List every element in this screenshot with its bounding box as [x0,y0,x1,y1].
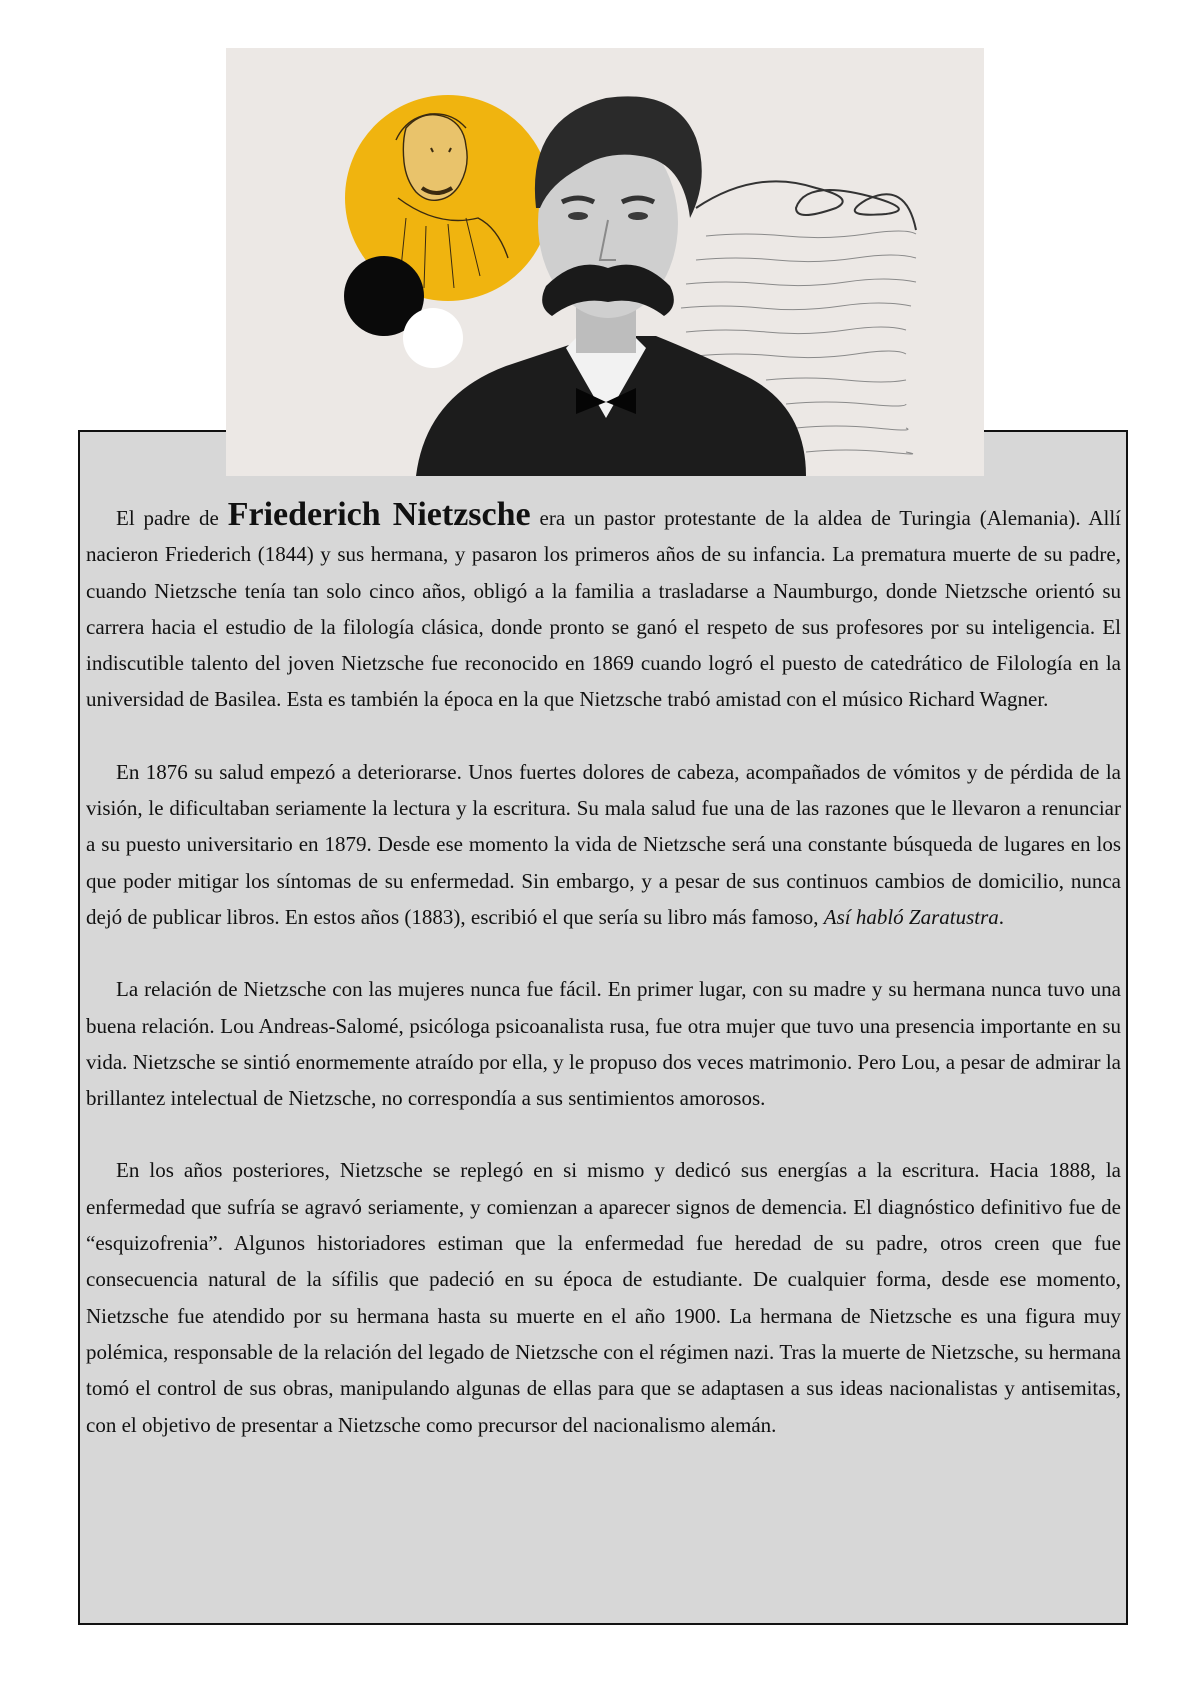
white-circle [403,308,463,368]
header-collage [226,48,984,476]
signature-scribble [696,181,916,230]
paragraph-4: En los años posteriores, Nietzsche se replegó en si mismo y dedicó sus energías a la escritura. Hacia 1888, la enfermedad que sufría se agravó seriamente, y comienzan a aparecer signos de demencia. El diagnóstico definitivo fue de “esquizofrenia”. Algunos historiadores estiman que la enfermedad fue heredad de su padre, otros creen que fue consecuencia natural de la sífilis que padeció en su época de estudiante. De cualquier forma, desde ese momento, Nietzsche fue atendido por su hermana hasta su muerte en el año 1900. La hermana de Nietzsche es una figura muy polémica, responsable de la relación del legado de Nietzsche con el régimen nazi. Tras la muerte de Nietzsche, su hermana tomó el control de sus obras, manipulando algunas de ellas para que se adaptasen a sus ideas nacionalistas y antisemitas, con el objetivo de presentar a Nietzsche como precursor del nacionalismo alemán. [86,1158,1121,1437]
subject-name: Friederich Nietzsche [227,496,531,533]
paragraph-3: La relación de Nietzsche con las mujeres nunca fue fácil. En primer lugar, con su madre y su hermana nunca tuvo una buena relación. Lou Andreas-Salomé, psicóloga psicoanalista rusa, fue otra mujer que tuvo una presencia importante en su vida. Nietzsche se sintió enormemente atraído por ella, y le propuso dos veces matrimonio. Pero Lou, a pesar de admirar la brillantez intelectual de Nietzsche, no correspondía a sus sentimientos amorosos. [86,977,1121,1111]
book-title: Así habló Zaratustra [823,904,999,929]
article-body [86,496,1121,1443]
paragraph-1: El padre de Friederich Nietzsche era un pastor protestante de la aldea de Turingia (Alemania). Allí nacieron Friederich (1844) y sus hermana, y pasaron los primeros años de su infancia. La prematura muerte de su padre, cuando Nietzsche tenía tan solo cinco años, obligó a la familia a trasladarse a Naumburgo, donde Nietzsche orientó su carrera hacia el estudio de la filología clásica, donde pronto se ganó el respeto de sus profesores por su inteligencia. El indiscutible talento del joven Nietzsche fue reconocido en 1869 cuando logró el puesto de catedrático de Filología en la universidad de Basilea. Esta es también la época en la que Nietzsche trabó amistad con el músico Richard Wagner. [86,496,1121,712]
paragraph-2: En 1876 su salud empezó a deteriorarse. Unos fuertes dolores de cabeza, acompañados de vómitos y de pérdida de la visión, le dificultaban seriamente la lectura y la escritura. Su mala salud fue una de las razones que le llevaron a renunciar a su puesto universitario en 1879. Desde ese momento la vida de Nietzsche será una constante búsqueda de lugares en los que poder mitigar los síntomas de su enfermedad. Sin embargo, y a pesar de sus continuos cambios de domicilio, nunca dejó de publicar libros. En estos años (1883), escribió el que sería su libro más famoso, Así habló Zaratustra. [86,759,1121,929]
